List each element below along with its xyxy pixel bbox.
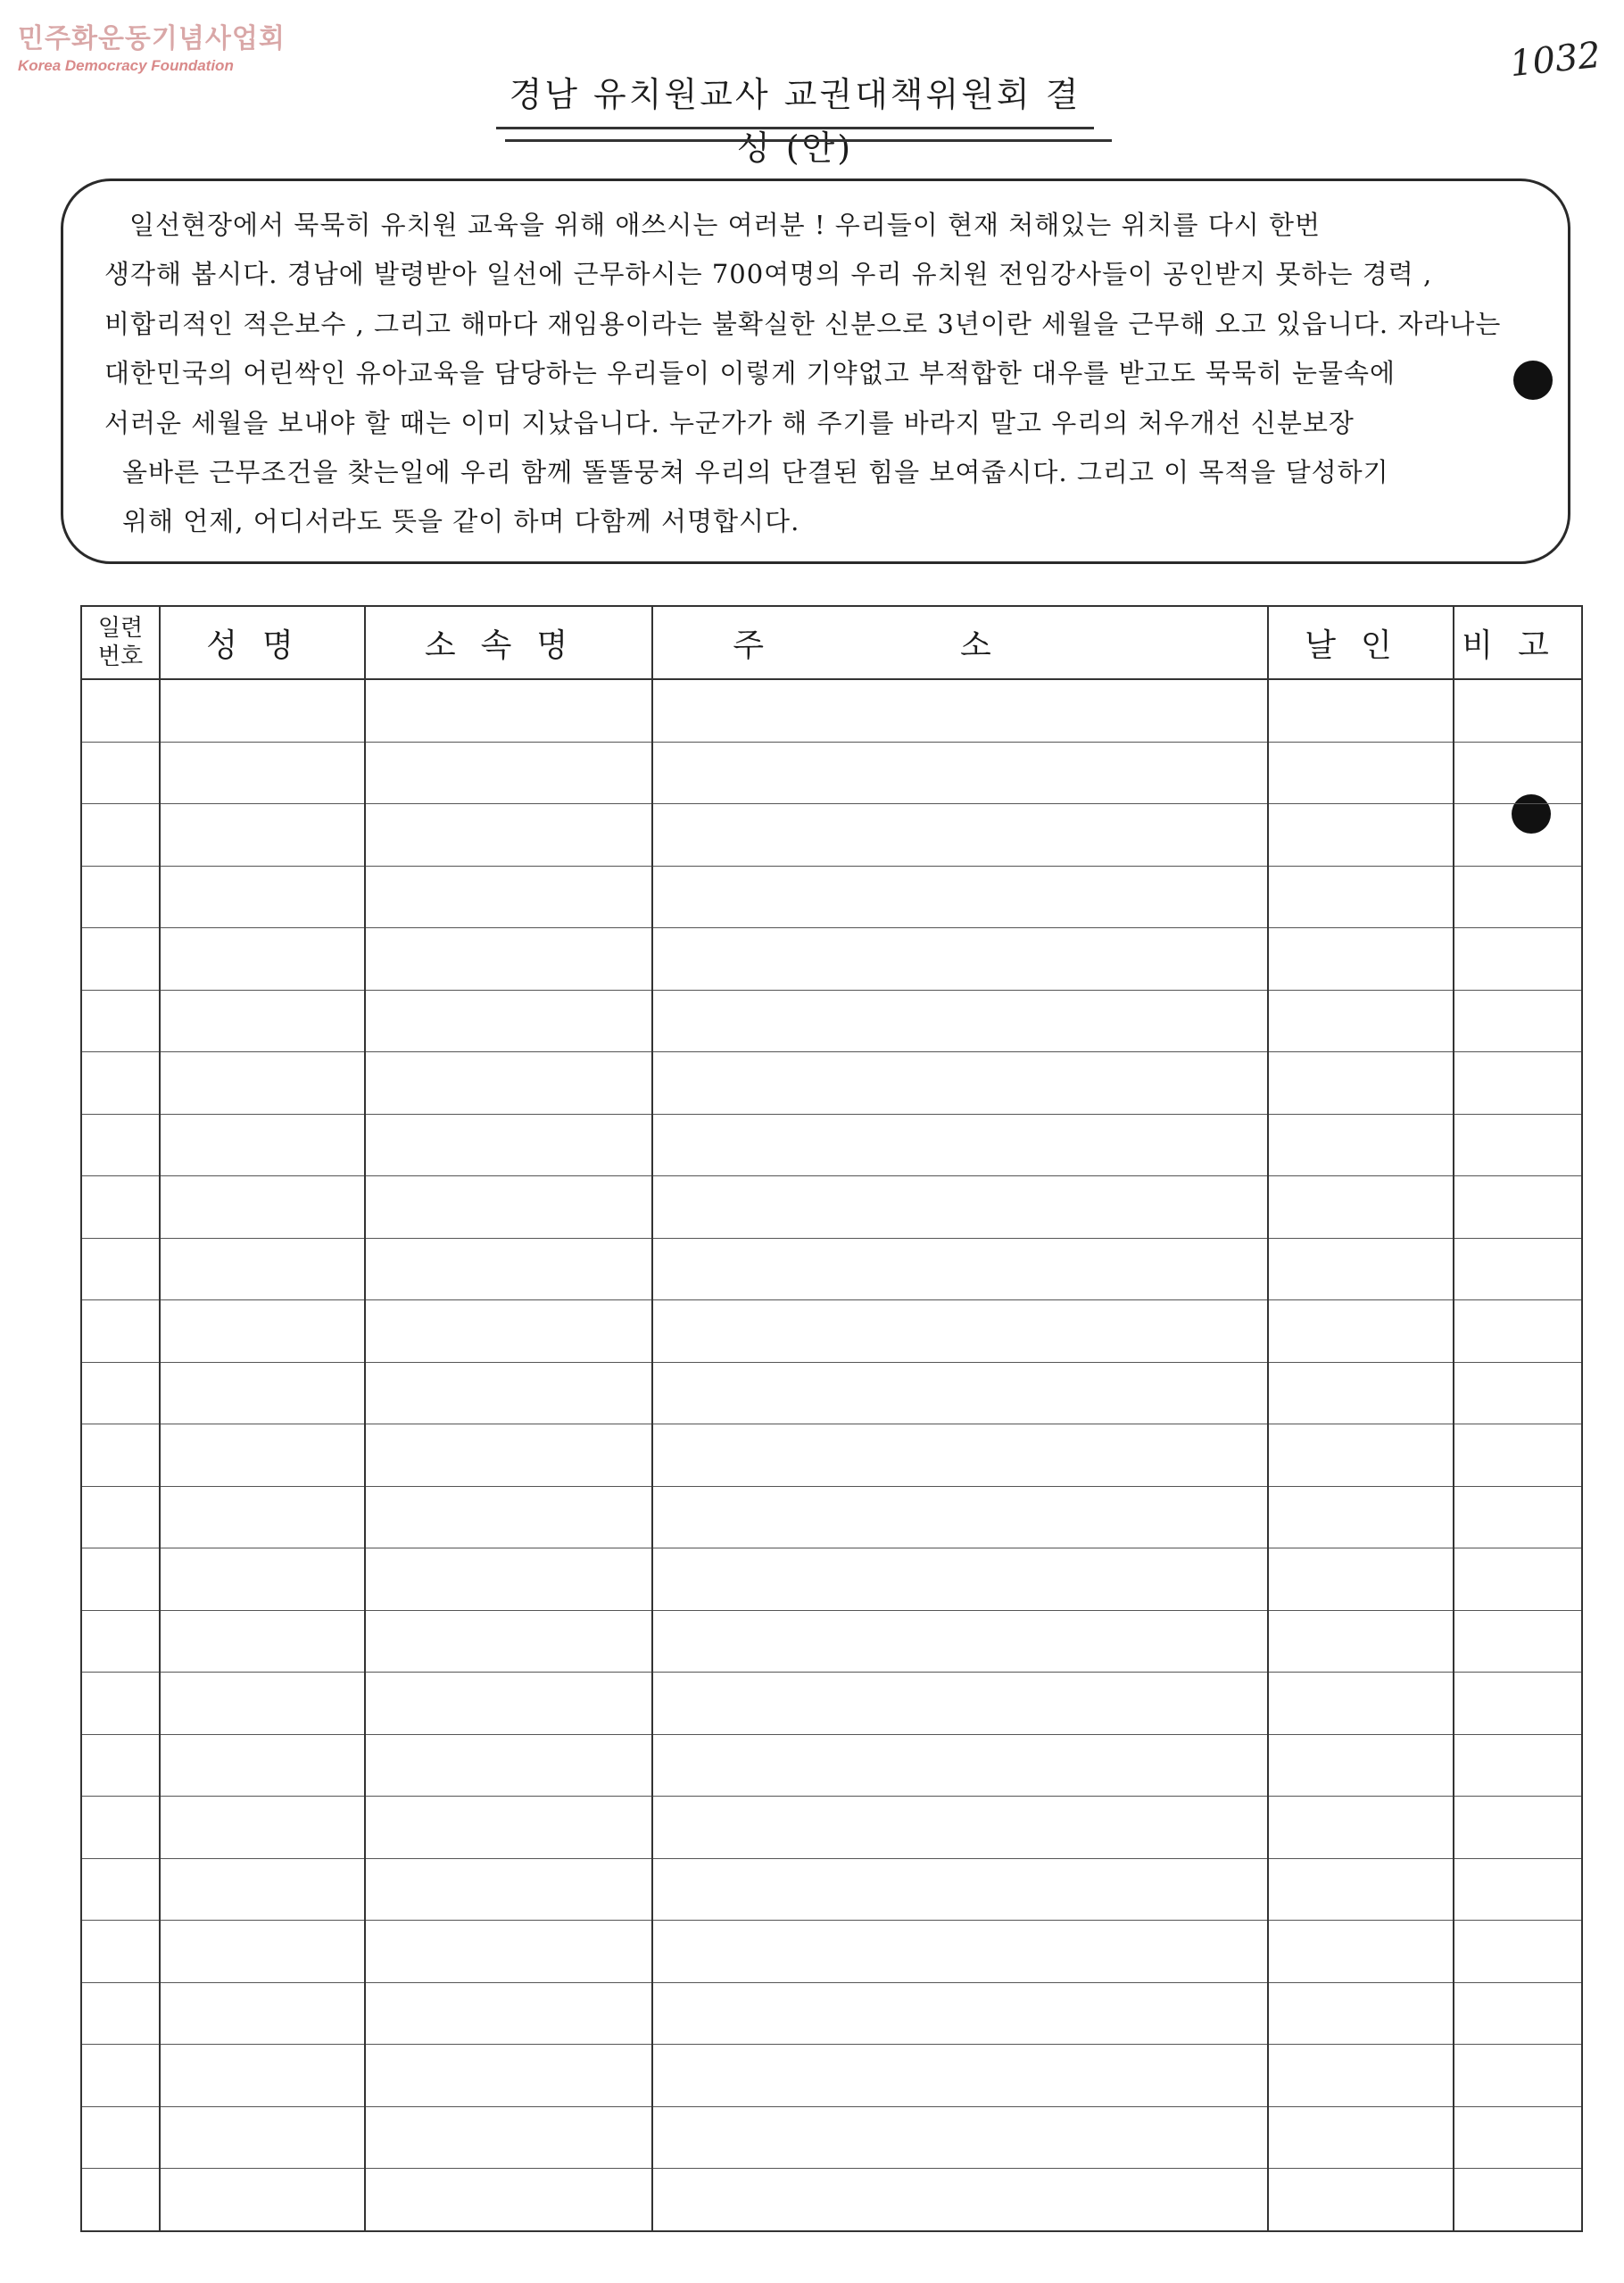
cell-seal: [1268, 866, 1454, 928]
table-row: [81, 2045, 1582, 2107]
cell-serial-number: [81, 1610, 160, 1673]
cell-address: [652, 1734, 1268, 1797]
cell-remarks: [1454, 1548, 1582, 1611]
header-name: 성명: [160, 606, 365, 679]
cell-seal: [1268, 928, 1454, 991]
cell-remarks: [1454, 1734, 1582, 1797]
cell-remarks: [1454, 1982, 1582, 2045]
cell-name: [160, 1734, 365, 1797]
table-row: [81, 1176, 1582, 1239]
cell-seal: [1268, 1362, 1454, 1424]
cell-address: [652, 1114, 1268, 1176]
cell-serial-number: [81, 1114, 160, 1176]
cell-remarks: [1454, 2106, 1582, 2169]
cell-name: [160, 1114, 365, 1176]
cell-serial-number: [81, 679, 160, 742]
cell-serial-number: [81, 1734, 160, 1797]
cell-seal: [1268, 1238, 1454, 1300]
cell-address: [652, 679, 1268, 742]
cell-remarks: [1454, 1176, 1582, 1239]
cell-serial-number: [81, 2169, 160, 2231]
cell-seal: [1268, 1921, 1454, 1983]
table-header-row: [81, 606, 1582, 679]
cell-remarks: [1454, 1238, 1582, 1300]
cell-affiliation: [365, 1114, 652, 1176]
cell-name: [160, 1548, 365, 1611]
table-row: [81, 2169, 1582, 2231]
cell-affiliation: [365, 742, 652, 804]
cell-affiliation: [365, 866, 652, 928]
cell-seal: [1268, 990, 1454, 1052]
table-row: [81, 1673, 1582, 1735]
notice-line: 생각해 봅시다. 경남에 발령받아 일선에 근무하시는 700여명의 우리 유치원 전임강사들이 공인받지 못하는 경력 ,: [104, 259, 1433, 290]
watermark-korean: 민주화운동기념사업회: [18, 23, 286, 54]
cell-remarks: [1454, 1486, 1582, 1548]
cell-serial-number: [81, 742, 160, 804]
cell-name: [160, 679, 365, 742]
cell-name: [160, 804, 365, 867]
cell-affiliation: [365, 679, 652, 742]
table-row: [81, 1734, 1582, 1797]
cell-seal: [1268, 1734, 1454, 1797]
table-row: [81, 1548, 1582, 1611]
watermark-english: Korea Democracy Foundation: [18, 57, 234, 74]
cell-name: [160, 1424, 365, 1487]
cell-remarks: [1454, 1424, 1582, 1487]
cell-seal: [1268, 1176, 1454, 1239]
header-serial-line2: 번호: [97, 643, 144, 670]
cell-name: [160, 1176, 365, 1239]
notice-line: 대한민국의 어린싹인 유아교육을 담당하는 우리들이 이렇게 기약없고 부적합한 대우를 받고도 묵묵히 눈물속에: [104, 358, 1396, 389]
cell-address: [652, 804, 1268, 867]
cell-name: [160, 1486, 365, 1548]
cell-name: [160, 1797, 365, 1859]
header-serial-line1: 일련: [97, 615, 144, 642]
header-remarks: 비고: [1454, 606, 1582, 679]
cell-affiliation: [365, 928, 652, 991]
cell-name: [160, 1238, 365, 1300]
table-row: [81, 1486, 1582, 1548]
title-underline-second: [505, 139, 1112, 142]
cell-address: [652, 1176, 1268, 1239]
cell-remarks: [1454, 866, 1582, 928]
cell-affiliation: [365, 1424, 652, 1487]
cell-affiliation: [365, 990, 652, 1052]
cell-address: [652, 1797, 1268, 1859]
cell-name: [160, 2045, 365, 2107]
cell-remarks: [1454, 928, 1582, 991]
cell-seal: [1268, 742, 1454, 804]
cell-serial-number: [81, 2045, 160, 2107]
cell-affiliation: [365, 1362, 652, 1424]
cell-serial-number: [81, 1362, 160, 1424]
cell-address: [652, 1858, 1268, 1921]
header-affiliation: 소속명: [365, 606, 652, 679]
cell-name: [160, 1858, 365, 1921]
cell-seal: [1268, 679, 1454, 742]
cell-address: [652, 1921, 1268, 1983]
cell-address: [652, 928, 1268, 991]
table-row: [81, 1238, 1582, 1300]
cell-serial-number: [81, 1982, 160, 2045]
table-row: [81, 1982, 1582, 2045]
document-title: 경남 유치원교사 교권대책위원회 결성 (안): [509, 75, 1081, 168]
cell-address: [652, 1673, 1268, 1735]
cell-remarks: [1454, 1610, 1582, 1673]
cell-address: [652, 866, 1268, 928]
table-row: [81, 804, 1582, 867]
cell-serial-number: [81, 928, 160, 991]
cell-remarks: [1454, 2169, 1582, 2231]
cell-serial-number: [81, 1238, 160, 1300]
cell-seal: [1268, 1300, 1454, 1363]
cell-serial-number: [81, 1052, 160, 1115]
cell-serial-number: [81, 1921, 160, 1983]
cell-affiliation: [365, 1858, 652, 1921]
notice-line: 비합리적인 적은보수 , 그리고 해마다 재임용이라는 불확실한 신분으로 3년이란 세월을 근무해 오고 있읍니다. 자라나는: [104, 308, 1502, 339]
cell-seal: [1268, 804, 1454, 867]
cell-remarks: [1454, 1797, 1582, 1859]
header-serial-number: [81, 606, 160, 679]
page-number: 1032: [1508, 34, 1603, 86]
cell-address: [652, 1548, 1268, 1611]
cell-serial-number: [81, 1858, 160, 1921]
cell-address: [652, 2169, 1268, 2231]
cell-remarks: [1454, 1300, 1582, 1363]
table-row: [81, 1362, 1582, 1424]
cell-serial-number: [81, 1176, 160, 1239]
cell-name: [160, 2106, 365, 2169]
cell-address: [652, 2045, 1268, 2107]
cell-remarks: [1454, 1673, 1582, 1735]
cell-address: [652, 1486, 1268, 1548]
cell-serial-number: [81, 1548, 160, 1611]
cell-remarks: [1454, 1052, 1582, 1115]
cell-affiliation: [365, 1486, 652, 1548]
cell-name: [160, 1300, 365, 1363]
cell-seal: [1268, 1610, 1454, 1673]
cell-seal: [1268, 2169, 1454, 2231]
title-underline: [496, 127, 1094, 129]
cell-name: [160, 990, 365, 1052]
table-row: [81, 2106, 1582, 2169]
cell-affiliation: [365, 1921, 652, 1983]
cell-seal: [1268, 1052, 1454, 1115]
table-row: [81, 1052, 1582, 1115]
cell-remarks: [1454, 2045, 1582, 2107]
ink-blot-mark: [1513, 361, 1553, 400]
table-row: [81, 1300, 1582, 1363]
cell-remarks: [1454, 742, 1582, 804]
table-row: [81, 679, 1582, 742]
cell-remarks: [1454, 679, 1582, 742]
cell-affiliation: [365, 1797, 652, 1859]
cell-address: [652, 1052, 1268, 1115]
cell-affiliation: [365, 2169, 652, 2231]
cell-serial-number: [81, 2106, 160, 2169]
table-row: [81, 1424, 1582, 1487]
cell-remarks: [1454, 1362, 1582, 1424]
cell-address: [652, 1300, 1268, 1363]
notice-line: 서러운 세월을 보내야 할 때는 이미 지났읍니다. 누군가가 해 주기를 바라지 말고 우리의 처우개선 신분보장: [104, 407, 1355, 438]
cell-address: [652, 2106, 1268, 2169]
cell-remarks: [1454, 804, 1582, 867]
signature-table: [80, 605, 1583, 2232]
table-row: [81, 742, 1582, 804]
table-row: [81, 1797, 1582, 1859]
cell-serial-number: [81, 1673, 160, 1735]
cell-affiliation: [365, 1052, 652, 1115]
cell-seal: [1268, 1424, 1454, 1487]
cell-address: [652, 1424, 1268, 1487]
watermark-logo: [18, 16, 286, 75]
cell-affiliation: [365, 1610, 652, 1673]
cell-address: [652, 990, 1268, 1052]
cell-name: [160, 928, 365, 991]
cell-name: [160, 1982, 365, 2045]
cell-affiliation: [365, 1548, 652, 1611]
cell-name: [160, 1921, 365, 1983]
cell-remarks: [1454, 990, 1582, 1052]
cell-serial-number: [81, 804, 160, 867]
cell-remarks: [1454, 1921, 1582, 1983]
cell-address: [652, 1982, 1268, 2045]
table-row: [81, 1921, 1582, 1983]
notice-line: 일선현장에서 묵묵히 유치원 교육을 위해 애쓰시는 여러분 ! 우리들이 현재 처해있는 위치를 다시 한번: [129, 210, 1322, 240]
cell-affiliation: [365, 2045, 652, 2107]
notice-box: [61, 178, 1570, 564]
cell-address: [652, 1238, 1268, 1300]
cell-name: [160, 1362, 365, 1424]
cell-affiliation: [365, 1673, 652, 1735]
cell-affiliation: [365, 1300, 652, 1363]
cell-seal: [1268, 1797, 1454, 1859]
cell-affiliation: [365, 804, 652, 867]
cell-seal: [1268, 1982, 1454, 2045]
cell-name: [160, 1673, 365, 1735]
header-address: 주소: [652, 606, 1268, 679]
table-body: [81, 679, 1582, 2231]
cell-affiliation: [365, 1734, 652, 1797]
cell-address: [652, 1362, 1268, 1424]
cell-serial-number: [81, 1424, 160, 1487]
cell-name: [160, 866, 365, 928]
cell-seal: [1268, 1548, 1454, 1611]
cell-name: [160, 742, 365, 804]
cell-remarks: [1454, 1858, 1582, 1921]
cell-affiliation: [365, 1238, 652, 1300]
table-row: [81, 866, 1582, 928]
cell-serial-number: [81, 1797, 160, 1859]
header-seal: 날인: [1268, 606, 1454, 679]
table-row: [81, 1114, 1582, 1176]
table-row: [81, 928, 1582, 991]
cell-address: [652, 1610, 1268, 1673]
notice-line: 올바른 근무조건을 찾는일에 우리 함께 똘똘뭉쳐 우리의 단결된 힘을 보여줍시다. 그리고 이 목적을 달성하기: [122, 457, 1389, 488]
cell-name: [160, 1610, 365, 1673]
cell-remarks: [1454, 1114, 1582, 1176]
cell-seal: [1268, 1673, 1454, 1735]
notice-line: 위해 언제, 어디서라도 뜻을 같이 하며 다함께 서명합시다.: [122, 506, 800, 537]
cell-affiliation: [365, 1982, 652, 2045]
cell-name: [160, 1052, 365, 1115]
cell-address: [652, 742, 1268, 804]
cell-serial-number: [81, 1300, 160, 1363]
cell-seal: [1268, 2106, 1454, 2169]
cell-serial-number: [81, 990, 160, 1052]
cell-seal: [1268, 1486, 1454, 1548]
table-row: [81, 1610, 1582, 1673]
cell-seal: [1268, 2045, 1454, 2107]
cell-serial-number: [81, 1486, 160, 1548]
cell-name: [160, 2169, 365, 2231]
cell-seal: [1268, 1114, 1454, 1176]
cell-serial-number: [81, 866, 160, 928]
table-row: [81, 990, 1582, 1052]
cell-seal: [1268, 1858, 1454, 1921]
cell-affiliation: [365, 2106, 652, 2169]
cell-affiliation: [365, 1176, 652, 1239]
title-block: [496, 68, 1094, 168]
table-row: [81, 1858, 1582, 1921]
